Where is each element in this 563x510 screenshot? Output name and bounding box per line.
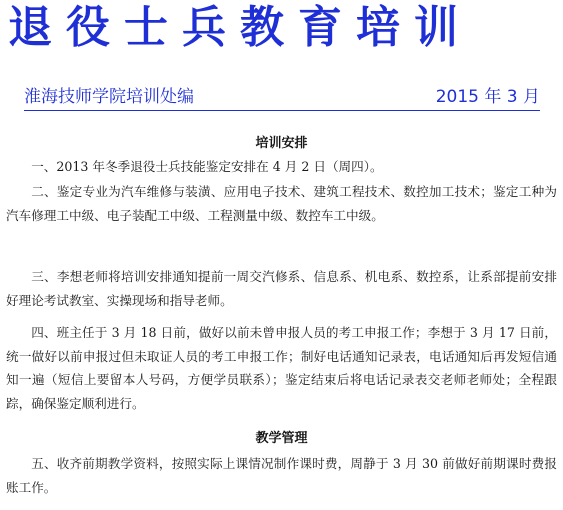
header-divider — [24, 110, 540, 111]
paragraph-1: 一、2013 年冬季退役士兵技能鉴定安排在 4 月 2 日（周四）。 — [31, 159, 383, 174]
masthead-title: 退役士兵教育培训 — [8, 2, 472, 53]
paragraph-5: 五、收齐前期教学资料，按照实际上课情况制作课时费，周静于 3 月 30 前做好前期课时费报账工作。 — [6, 456, 557, 495]
issue-date: 2015 年 3 月 — [435, 87, 540, 107]
section-title-training: 培训安排 — [255, 136, 308, 151]
subhead — [24, 84, 540, 110]
paragraph-2: 二、鉴定专业为汽车维修与装潢、应用电子技术、建筑工程技术、数控加工技术；鉴定工种为汽车修理工中级、电子装配工中级、工程测量中级、数控车工中级。 — [6, 184, 557, 223]
organization-name: 淮海技师学院培训处编 — [24, 87, 194, 107]
paragraph-4: 四、班主任于 3 月 18 日前，做好以前未曾申报人员的考工申报工作；李想于 3 月 17 日前，统一做好以前申报过但未取证人员的考工申报工作；制好电话通知记录表，电话通知后再发短信通知一遍（短信上要留本人号码，方便学员联系）；鉴定结束后将电话记录表交老师老师处；全程跟踪，确保鉴定顺利进行。 — [6, 325, 557, 411]
paragraph-3: 三、李想老师将培训安排通知提前一周交汽修系、信息系、机电系、数控系，让系部提前安排好理论考试教室、实操现场和指导老师。 — [6, 269, 557, 308]
section-title-teaching: 教学管理 — [255, 431, 308, 446]
